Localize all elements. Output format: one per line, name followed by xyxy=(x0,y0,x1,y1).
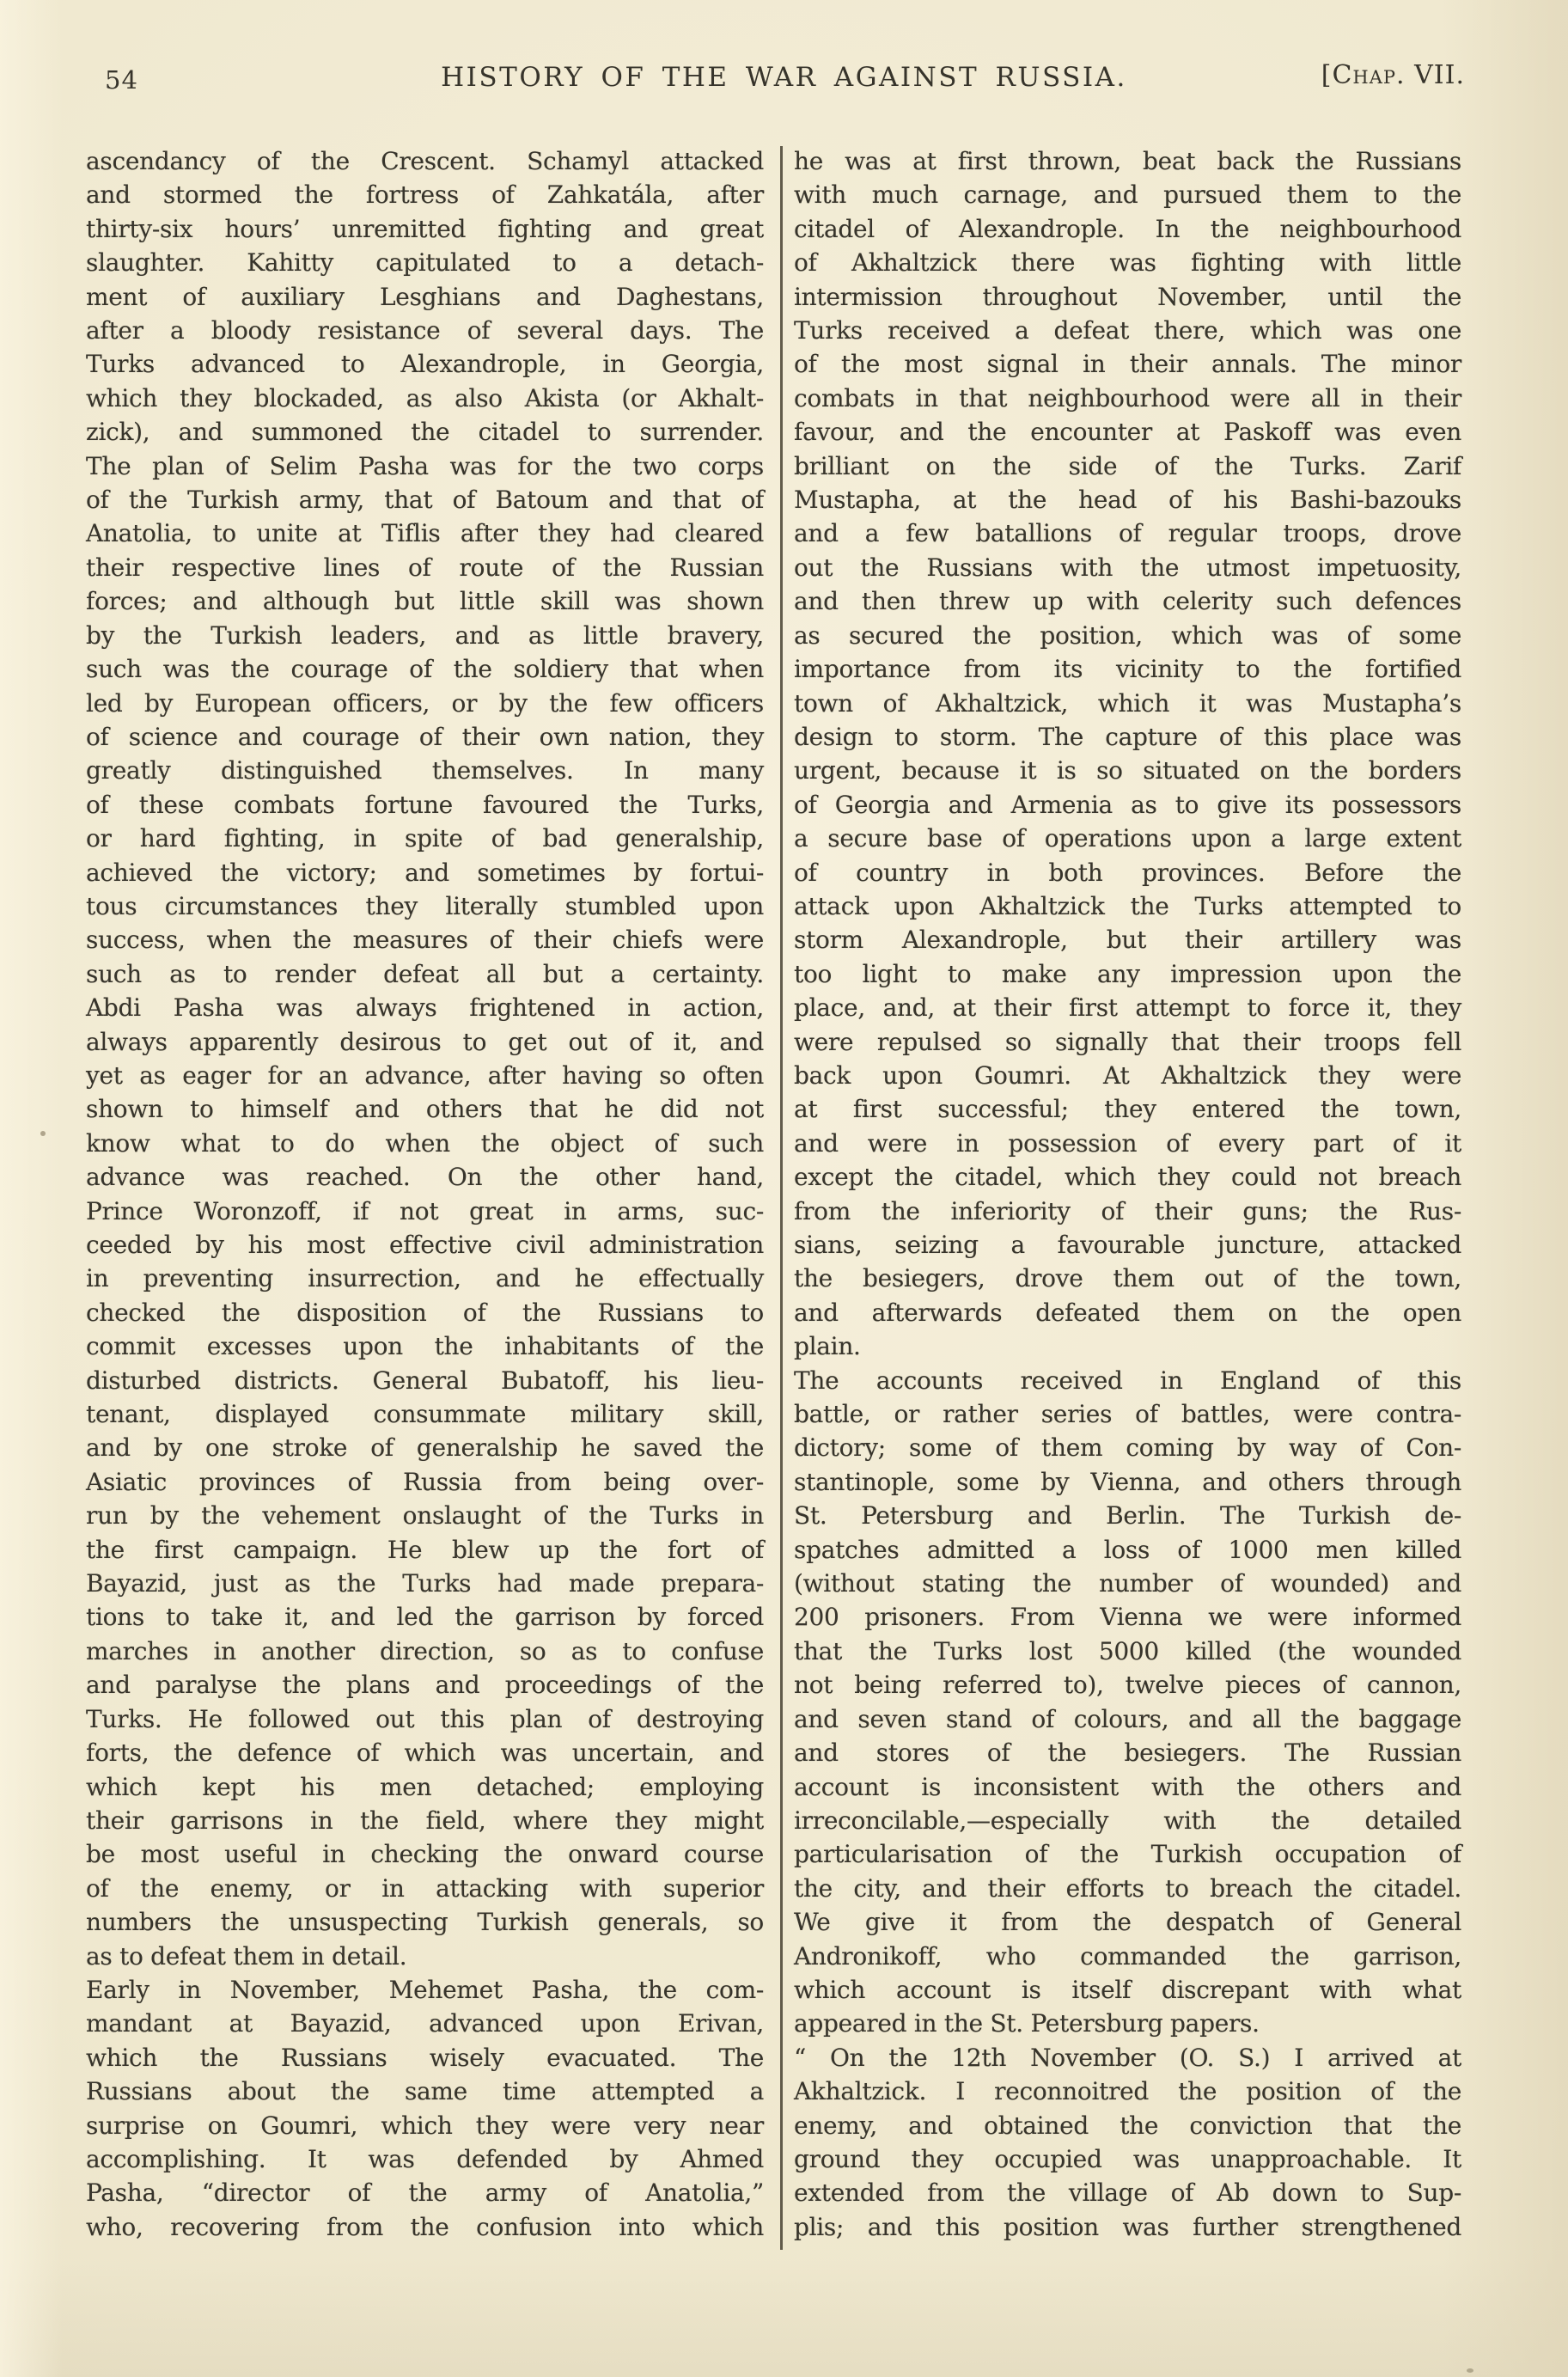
text-line: Abdi Pasha was always frightened in action, xyxy=(86,993,764,1023)
text-line: success, when the measures of their chiefs were xyxy=(86,926,764,955)
text-line: such was the courage of the soldiery that when xyxy=(86,655,764,684)
text-line: Prince Woronzoff, if not great in arms, suc- xyxy=(86,1196,764,1225)
text-line: design to storm. The capture of this place was xyxy=(794,722,1461,751)
text-line: not being referred to), twelve pieces of cannon, xyxy=(794,1671,1461,1700)
text-line: of the Turkish army, that of Batoum and that of xyxy=(86,486,764,515)
text-line: attack upon Akhaltzick the Turks attempted to xyxy=(794,891,1461,920)
text-line: Bayazid, just as the Turks had made prepara- xyxy=(86,1569,764,1598)
paragraph xyxy=(86,144,764,1973)
text-line: We give it from the despatch of General xyxy=(794,1908,1461,1937)
text-line: mandant at Bayazid, advanced upon Erivan, xyxy=(86,2009,764,2038)
chapter-reference: [Chap. VII. xyxy=(1321,60,1465,90)
text-line: dictory; some of them coming by way of Con- xyxy=(794,1433,1461,1463)
text-line: out the Russians with the utmost impetuosity, xyxy=(794,553,1461,582)
text-line: citadel of Alexandrople. In the neighbourhood xyxy=(794,214,1461,243)
page-number: 54 xyxy=(105,65,138,95)
text-line: zick), and summoned the citadel to surrender. xyxy=(86,418,764,447)
left-column xyxy=(86,144,764,2244)
text-line: which the Russians wisely evacuated. The xyxy=(86,2043,764,2072)
text-line: their garrisons in the field, where they might xyxy=(86,1806,764,1835)
text-line: Anatolia, to unite at Tiflis after they had cleared xyxy=(86,519,764,548)
text-line: combats in that neighbourhood were all in their xyxy=(794,383,1461,412)
text-line: place, and, at their first attempt to force it, they xyxy=(794,993,1461,1023)
text-line: numbers the unsuspecting Turkish generals, so xyxy=(86,1908,764,1937)
text-line: ment of auxiliary Lesghians and Daghestans, xyxy=(86,282,764,311)
text-line: town of Akhaltzick, which it was Mustapha’s xyxy=(794,688,1461,718)
text-line: account is inconsistent with the others and xyxy=(794,1772,1461,1801)
text-line: “ On the 12th November (O. S.) I arrived at xyxy=(794,2043,1461,2072)
text-line: Andronikoff, who commanded the garrison, xyxy=(794,1941,1461,1971)
text-line: battle, or rather series of battles, were contra- xyxy=(794,1400,1461,1429)
text-line: of the most signal in their annals. The minor xyxy=(794,350,1461,379)
text-line: forces; and although but little skill was shown xyxy=(86,587,764,616)
text-line: by the Turkish leaders, and as little bravery, xyxy=(86,620,764,650)
text-line: The plan of Selim Pasha was for the two corps xyxy=(86,451,764,480)
running-title: HISTORY OF THE WAR AGAINST RUSSIA. xyxy=(441,62,1127,93)
text-line: enemy, and obtained the conviction that the xyxy=(794,2111,1461,2140)
column-divider-rule xyxy=(780,146,783,2250)
text-line: brilliant on the side of the Turks. Zarif xyxy=(794,451,1461,480)
text-line: appeared in the St. Petersburg papers. xyxy=(794,2009,1260,2038)
text-line: ascendancy of the Crescent. Schamyl attacked xyxy=(86,147,764,175)
text-line: marches in another direction, so as to confuse xyxy=(86,1636,764,1665)
text-line: as to defeat them in detail. xyxy=(86,1941,407,1971)
text-line: 200 prisoners. From Vienna we were informed xyxy=(794,1603,1461,1632)
text-line: storm Alexandrople, but their artillery was xyxy=(794,926,1461,955)
scan-speck xyxy=(40,1131,46,1136)
text-line: extended from the village of Ab down to Sup- xyxy=(794,2178,1461,2208)
text-line: after a bloody resistance of several days. The xyxy=(86,316,764,345)
text-line: plis; and this position was further strengthened xyxy=(794,2212,1461,2241)
text-line: Turks received a defeat there, which was one xyxy=(794,316,1461,345)
text-line: of Akhaltzick there was fighting with little xyxy=(794,248,1461,278)
paragraph xyxy=(794,1364,1461,2041)
text-line: and paralyse the plans and proceedings of the xyxy=(86,1671,764,1700)
text-line: of Georgia and Armenia as to give its possessors xyxy=(794,790,1461,819)
text-line: advance was reached. On the other hand, xyxy=(86,1163,764,1192)
text-line: with much carnage, and pursued them to the xyxy=(794,180,1461,210)
text-line: he was at first thrown, beat back the Russians xyxy=(794,147,1461,175)
text-line: except the citadel, which they could not breach xyxy=(794,1163,1461,1192)
text-line: urgent, because it is so situated on the borders xyxy=(794,756,1461,785)
text-line: be most useful in checking the onward course xyxy=(86,1840,764,1869)
paragraph xyxy=(794,144,1461,1364)
text-line: Turks. He followed out this plan of destroying xyxy=(86,1704,764,1733)
text-line: spatches admitted a loss of 1000 men killed xyxy=(794,1535,1461,1564)
text-line: thirty-six hours’ unremitted fighting and great xyxy=(86,214,764,243)
text-line: plain. xyxy=(794,1332,861,1361)
text-line: Turks advanced to Alexandrople, in Georgia, xyxy=(86,350,764,379)
text-line: ground they occupied was unapproachable. It xyxy=(794,2144,1461,2173)
text-line: which account is itself discrepant with what xyxy=(794,1975,1461,2004)
scan-speck xyxy=(1467,2368,1473,2373)
text-line: forts, the defence of which was uncertain, and xyxy=(86,1738,764,1768)
text-line: a secure base of operations upon a large extent xyxy=(794,824,1461,853)
text-line: Early in November, Mehemet Pasha, the com- xyxy=(86,1975,764,2004)
text-line: greatly distinguished themselves. In many xyxy=(86,756,764,785)
text-line: Asiatic provinces of Russia from being over- xyxy=(86,1467,764,1496)
text-line: surprise on Goumri, which they were very near xyxy=(86,2111,764,2140)
text-line: the city, and their efforts to breach the citadel. xyxy=(794,1873,1461,1903)
text-line: run by the vehement onslaught of the Turks in xyxy=(86,1501,764,1531)
paragraph xyxy=(794,2041,1461,2244)
text-line: achieved the victory; and sometimes by fortui- xyxy=(86,858,764,887)
text-line: too light to make any impression upon the xyxy=(794,959,1461,988)
text-line: or hard fighting, in spite of bad generalship, xyxy=(86,824,764,853)
text-line: which kept his men detached; employing xyxy=(86,1772,764,1801)
text-line: irreconcilable,—especially with the detailed xyxy=(794,1806,1461,1835)
text-line: in preventing insurrection, and he effectually xyxy=(86,1264,764,1293)
text-line: checked the disposition of the Russians to xyxy=(86,1298,764,1327)
text-line: and then threw up with celerity such defences xyxy=(794,587,1461,616)
text-line: led by European officers, or by the few officers xyxy=(86,688,764,718)
text-line: as secured the position, which was of some xyxy=(794,620,1461,650)
text-line: favour, and the encounter at Paskoff was even xyxy=(794,418,1461,447)
paragraph xyxy=(86,1973,764,2244)
text-line: and seven stand of colours, and all the baggage xyxy=(794,1704,1461,1733)
text-line: and were in possession of every part of it xyxy=(794,1128,1461,1158)
text-line: the besiegers, drove them out of the town, xyxy=(794,1264,1461,1293)
text-line: slaughter. Kahitty capitulated to a detach- xyxy=(86,248,764,278)
text-line: at first successful; they entered the town, xyxy=(794,1095,1461,1124)
text-line: intermission throughout November, until the xyxy=(794,282,1461,311)
text-line: The accounts received in England of this xyxy=(794,1366,1461,1395)
text-line: tions to take it, and led the garrison by forced xyxy=(86,1603,764,1632)
text-line: were repulsed so signally that their troops fell xyxy=(794,1027,1461,1056)
text-line: of these combats fortune favoured the Turks, xyxy=(86,790,764,819)
text-line: know what to do when the object of such xyxy=(86,1128,764,1158)
text-line: shown to himself and others that he did not xyxy=(86,1095,764,1124)
text-line: (without stating the number of wounded) and xyxy=(794,1569,1461,1598)
text-line: ceeded by his most effective civil administration xyxy=(86,1231,764,1259)
text-line: from the inferiority of their guns; the Rus- xyxy=(794,1196,1461,1225)
text-line: their respective lines of route of the Russian xyxy=(86,553,764,582)
text-line: always apparently desirous to get out of it, and xyxy=(86,1027,764,1056)
text-line: importance from its vicinity to the fortified xyxy=(794,655,1461,684)
text-line: tous circumstances they literally stumbled upon xyxy=(86,891,764,920)
text-line: Mustapha, at the head of his Bashi-bazouks xyxy=(794,486,1461,515)
text-line: Akhaltzick. I reconnoitred the position of the xyxy=(794,2077,1461,2106)
text-line: back upon Goumri. At Akhaltzick they were xyxy=(794,1060,1461,1090)
text-line: and by one stroke of generalship he saved the xyxy=(86,1433,764,1463)
text-line: such as to render defeat all but a certainty. xyxy=(86,959,764,988)
text-line: yet as eager for an advance, after having so often xyxy=(86,1060,764,1090)
text-line: commit excesses upon the inhabitants of the xyxy=(86,1332,764,1361)
text-line: and afterwards defeated them on the open xyxy=(794,1298,1461,1327)
text-line: disturbed districts. General Bubatoff, his lieu- xyxy=(86,1366,764,1395)
text-line: and a few batallions of regular troops, drove xyxy=(794,519,1461,548)
text-line: Russians about the same time attempted a xyxy=(86,2077,764,2106)
text-line: and stormed the fortress of Zahkatála, after xyxy=(86,180,764,210)
text-line: stantinople, some by Vienna, and others through xyxy=(794,1467,1461,1496)
text-line: accomplishing. It was defended by Ahmed xyxy=(86,2144,764,2173)
text-line: and stores of the besiegers. The Russian xyxy=(794,1738,1461,1768)
text-line: of the enemy, or in attacking with superior xyxy=(86,1873,764,1903)
text-line: Pasha, “director of the army of Anatolia,” xyxy=(86,2178,764,2208)
text-line: the first campaign. He blew up the fort of xyxy=(86,1535,764,1564)
text-line: particularisation of the Turkish occupation of xyxy=(794,1840,1461,1869)
text-line: St. Petersburg and Berlin. The Turkish de- xyxy=(794,1501,1461,1531)
text-line: of science and courage of their own nation, they xyxy=(86,722,764,751)
text-line: sians, seizing a favourable juncture, attacked xyxy=(794,1231,1461,1259)
text-line: tenant, displayed consummate military skill, xyxy=(86,1400,764,1429)
text-line: who, recovering from the confusion into which xyxy=(86,2212,764,2241)
text-line: that the Turks lost 5000 killed (the wounded xyxy=(794,1636,1461,1665)
text-line: of country in both provinces. Before the xyxy=(794,858,1461,887)
right-column xyxy=(794,144,1461,2244)
text-line: which they blockaded, as also Akista (or Akhalt- xyxy=(86,383,764,412)
